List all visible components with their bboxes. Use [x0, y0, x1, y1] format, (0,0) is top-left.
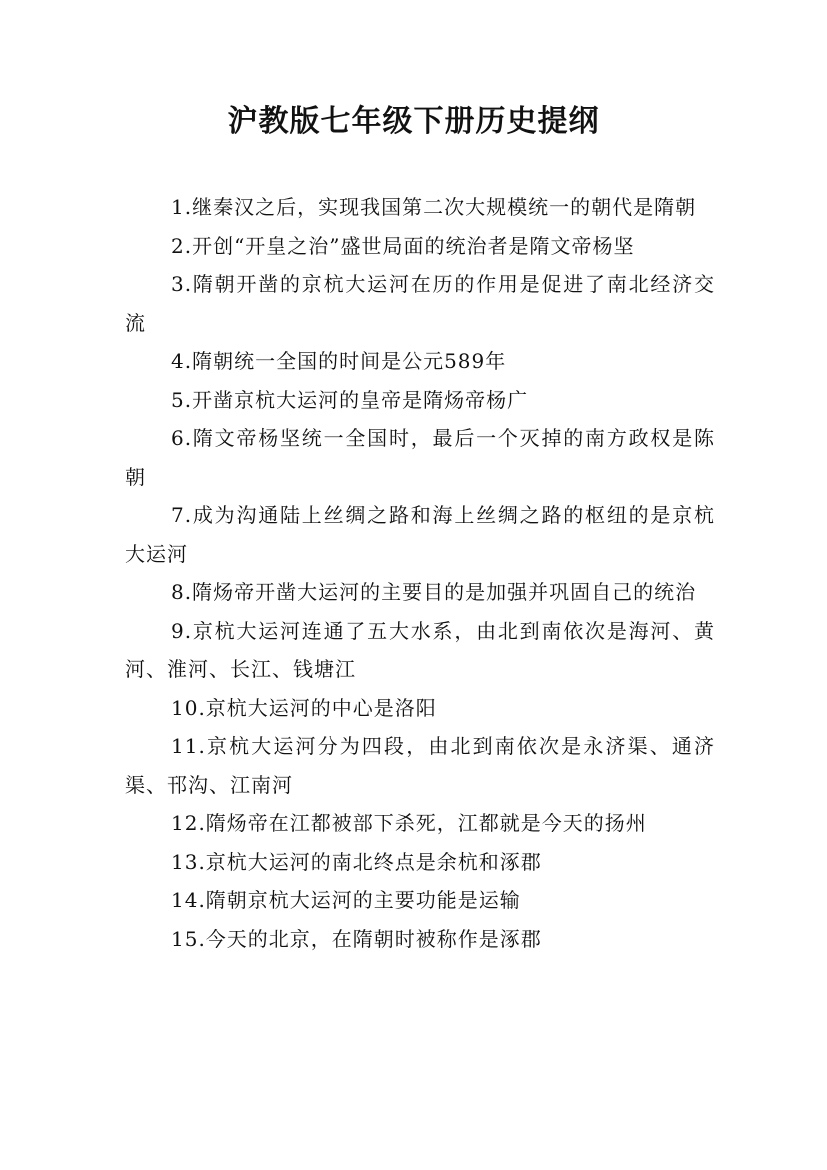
outline-item-7: 7.成为沟通陆上丝绸之路和海上丝绸之路的枢纽的是京杭大运河 [125, 503, 715, 566]
outline-item-4: 4.隋朝统一全国的时间是公元589年 [171, 349, 507, 373]
outline-item-5: 5.开凿京杭大运河的皇帝是隋炀帝杨广 [171, 387, 529, 412]
outline-item-1: 1.继秦汉之后，实现我国第二次大规模统一的朝代是隋朝 [171, 195, 697, 219]
outline-item-12: 12.隋炀帝在江都被部下杀死，江都就是今天的扬州 [171, 811, 647, 835]
outline-item-3: 3.隋朝开凿的京杭大运河在历的作用是促进了南北经济交流 [125, 272, 715, 335]
outline-list [125, 188, 715, 958]
outline-item-9: 9.京杭大运河连通了五大水系，由北到南依次是海河、黄河、淮河、长江、钱塘江 [125, 618, 715, 681]
outline-item-15: 15.今天的北京，在隋朝时被称作是涿郡 [171, 926, 542, 951]
outline-item-8: 8.隋炀帝开凿大运河的主要目的是加强并巩固自己的统治 [171, 580, 697, 604]
outline-item-6: 6.隋文帝杨坚统一全国时，最后一个灭掉的南方政权是陈朝 [125, 426, 715, 489]
document-title: 沪教版七年级下册历史提纲 [227, 104, 600, 139]
outline-item-13: 13.京杭大运河的南北终点是余杭和涿郡 [171, 849, 542, 874]
outline-item-11: 11.京杭大运河分为四段，由北到南依次是永济渠、通济渠、邗沟、江南河 [125, 734, 715, 797]
outline-item-2: 2.开创“开皇之治”盛世局面的统治者是隋文帝杨坚 [171, 233, 635, 258]
outline-item-10: 10.京杭大运河的中心是洛阳 [171, 695, 437, 720]
outline-item-14: 14.隋朝京杭大运河的主要功能是运输 [171, 888, 521, 912]
